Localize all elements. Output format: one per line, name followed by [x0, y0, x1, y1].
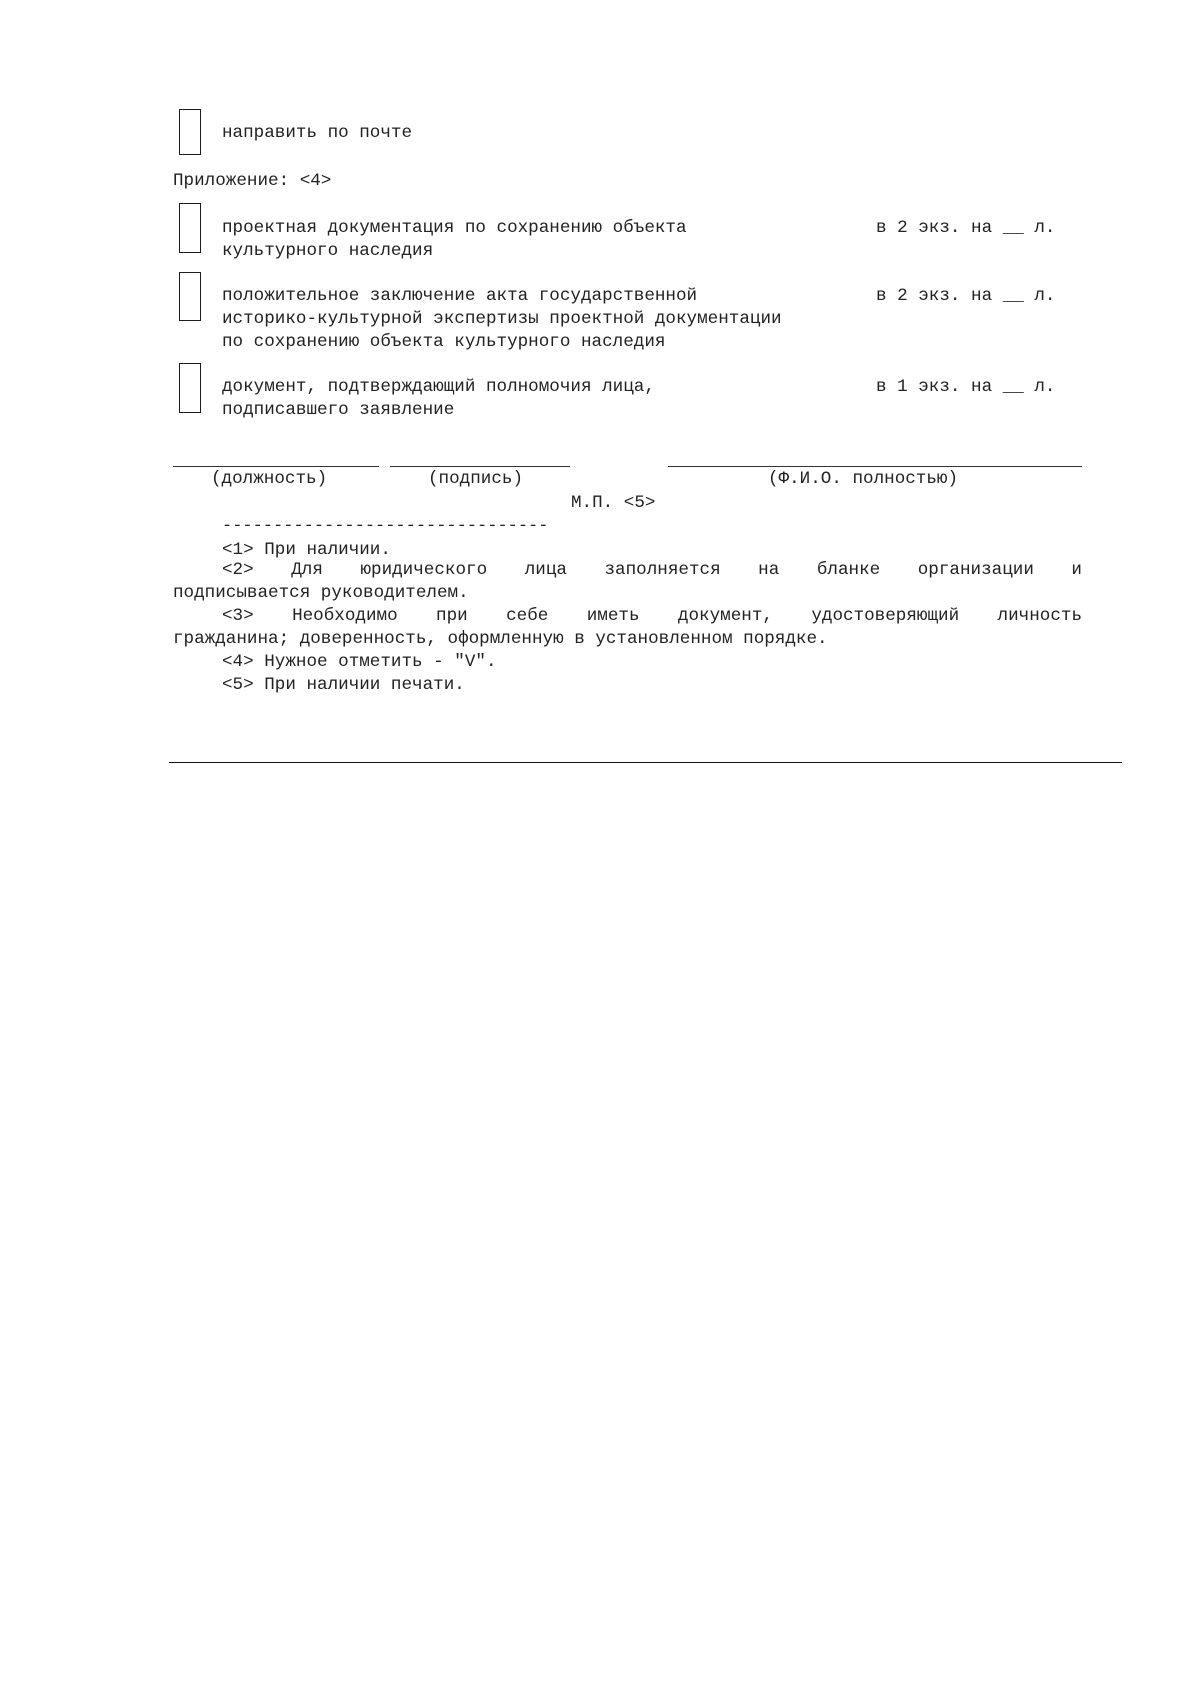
appendix-heading: Приложение: <4>	[173, 171, 332, 191]
position-caption: (должность)	[211, 469, 328, 489]
footnote-5: <5> При наличии печати.	[222, 675, 465, 695]
bottom-rule	[169, 762, 1122, 763]
signature-line	[390, 466, 570, 467]
position-line	[173, 466, 379, 467]
signature-caption: (подпись)	[428, 469, 524, 489]
appendix-item-3-line-2: подписавшего заявление	[222, 400, 455, 420]
appendix-item-3-line-1: документ, подтверждающий полномочия лица,	[222, 377, 655, 397]
footnote-2-line-1: <2> Для юридического лица заполняется на бланке организации и	[222, 560, 1082, 580]
footnote-3-line-1: <3> Необходимо при себе иметь документ, удостоверяющий личность	[222, 606, 1082, 626]
checkbox-appendix-authority-document[interactable]	[179, 363, 201, 413]
checkbox-send-by-mail[interactable]	[179, 109, 201, 155]
full-name-caption: (Ф.И.О. полностью)	[768, 469, 959, 489]
seal-mark: М.П. <5>	[571, 493, 656, 513]
appendix-item-2-copies: в 2 экз. на __ л.	[876, 286, 1056, 306]
appendix-item-2-line-3: по сохранению объекта культурного наследия	[222, 332, 666, 352]
appendix-item-3-copies: в 1 экз. на __ л.	[876, 377, 1056, 397]
checkbox-appendix-project-docs[interactable]	[179, 203, 201, 253]
appendix-item-1-line-2: культурного наследия	[222, 241, 434, 261]
appendix-item-1-line-1: проектная документация по сохранению объекта	[222, 218, 687, 238]
footnote-1: <1> При наличии.	[222, 540, 391, 560]
appendix-item-2-line-1: положительное заключение акта государственной	[222, 286, 698, 306]
checkbox-appendix-expertise-conclusion[interactable]	[179, 272, 201, 321]
footnote-4: <4> Нужное отметить - "V".	[222, 652, 497, 672]
footnote-separator: --------------------------------	[222, 517, 549, 536]
footnote-2-line-2: подписывается руководителем.	[173, 583, 469, 603]
footnote-3-line-2: гражданина; доверенность, оформленную в установленном порядке.	[173, 629, 828, 649]
full-name-line	[668, 466, 1082, 467]
send-by-mail-label: направить по почте	[222, 123, 413, 143]
appendix-item-1-copies: в 2 экз. на __ л.	[876, 218, 1056, 238]
appendix-item-2-line-2: историко-культурной экспертизы проектной документации	[222, 309, 782, 329]
